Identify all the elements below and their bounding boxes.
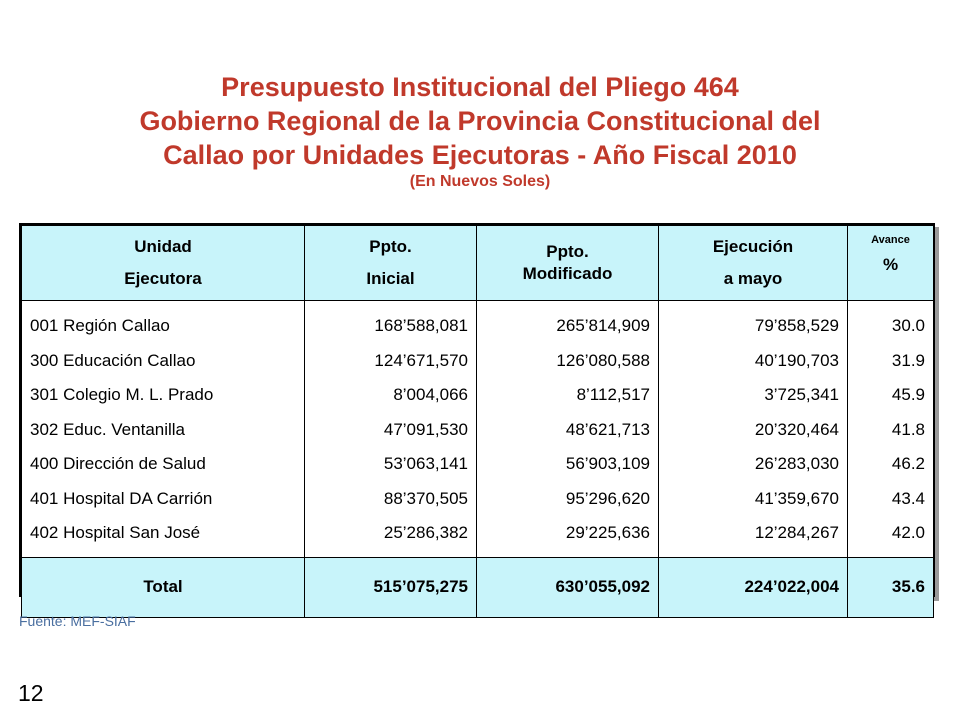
slide-title xyxy=(0,70,960,192)
header-avance-line1: Avance xyxy=(871,234,910,246)
header-inicial-line1: Ppto. xyxy=(369,237,412,256)
header-unidad-line2: Ejecutora xyxy=(124,269,202,288)
header-ejecucion-line2: a mayo xyxy=(723,269,783,288)
cell-inicial: 47’091,530 xyxy=(383,419,468,439)
total-ejecucion: 224’022,004 xyxy=(659,557,848,617)
cell-avance: 30.0 xyxy=(891,316,925,335)
table-header-row xyxy=(22,226,934,301)
source-note: Fuente: MEF-SIAF xyxy=(19,613,136,629)
total-avance: 35.6 xyxy=(848,557,934,617)
cell-modificado: 56’903,109 xyxy=(565,454,650,473)
cell-avance: 46.2 xyxy=(891,454,925,473)
header-avance xyxy=(848,226,934,301)
header-modificado-line1: Ppto. xyxy=(546,242,589,261)
cell-inicial: 25’286,382 xyxy=(383,523,468,542)
col-inicial xyxy=(305,301,477,558)
cell-ejecucion: 12’284,267 xyxy=(754,523,839,542)
cell-ejecucion: 40’190,703 xyxy=(754,350,839,370)
total-label: Total xyxy=(22,557,305,617)
col-avance xyxy=(848,301,934,558)
col-modificado xyxy=(477,301,659,558)
title-line-2: Gobierno Regional de la Provincia Constitucional del xyxy=(139,106,821,136)
title-subtitle: (En Nuevos Soles) xyxy=(409,173,551,190)
cell-unidad: 301 Colegio M. L. Prado xyxy=(30,385,214,404)
cell-unidad: 400 Dirección de Salud xyxy=(30,454,206,473)
col-ejecucion xyxy=(659,301,848,558)
cell-unidad: 402 Hospital San José xyxy=(30,523,201,542)
cell-unidad: 401 Hospital DA Carrión xyxy=(30,488,213,508)
header-unidad xyxy=(22,226,305,301)
budget-table xyxy=(21,225,934,618)
cell-inicial: 168’588,081 xyxy=(374,316,468,335)
budget-table-container xyxy=(19,223,935,597)
cell-modificado: 48’621,713 xyxy=(565,419,650,439)
cell-avance: 42.0 xyxy=(891,523,925,542)
header-modificado xyxy=(477,226,659,301)
cell-inicial: 124’671,570 xyxy=(374,350,468,370)
cell-ejecucion: 20’320,464 xyxy=(754,419,839,439)
header-inicial xyxy=(305,226,477,301)
header-ejecucion-line1: Ejecución xyxy=(712,237,794,256)
cell-modificado: 95’296,620 xyxy=(565,488,650,508)
title-line-3: Callao por Unidades Ejecutoras - Año Fiscal 2010 xyxy=(163,140,797,170)
cell-avance: 31.9 xyxy=(891,350,925,370)
title-line-1: Presupuesto Institucional del Pliego 464 xyxy=(221,72,739,102)
cell-inicial: 88’370,505 xyxy=(383,488,468,508)
cell-inicial: 53’063,141 xyxy=(383,454,468,473)
cell-unidad: 300 Educación Callao xyxy=(30,350,196,370)
cell-modificado: 126’080,588 xyxy=(556,350,650,370)
cell-ejecucion: 79’858,529 xyxy=(754,316,839,335)
cell-ejecucion: 41’359,670 xyxy=(754,488,839,508)
total-modificado: 630’055,092 xyxy=(477,557,659,617)
header-avance-line2: % xyxy=(882,255,899,274)
cell-ejecucion: 26’283,030 xyxy=(754,454,839,473)
cell-inicial: 8’004,066 xyxy=(393,385,468,404)
cell-modificado: 29’225,636 xyxy=(565,523,650,542)
cell-modificado: 265’814,909 xyxy=(556,316,650,335)
cell-avance: 43.4 xyxy=(891,488,925,508)
col-unidad xyxy=(22,301,305,558)
header-modificado-line2: Modificado xyxy=(522,264,613,283)
cell-avance: 45.9 xyxy=(891,385,925,404)
table-total-row xyxy=(22,557,934,617)
table-body-row xyxy=(22,301,934,558)
header-unidad-line1: Unidad xyxy=(134,237,192,256)
header-ejecucion xyxy=(659,226,848,301)
cell-modificado: 8’112,517 xyxy=(576,385,650,404)
header-inicial-line2: Inicial xyxy=(366,269,415,288)
cell-unidad: 302 Educ. Ventanilla xyxy=(30,419,186,439)
page-number: 12 xyxy=(18,680,44,706)
cell-unidad: 001 Región Callao xyxy=(30,316,170,335)
total-inicial: 515’075,275 xyxy=(305,557,477,617)
cell-ejecucion: 3’725,341 xyxy=(764,385,839,404)
cell-avance: 41.8 xyxy=(891,419,925,439)
